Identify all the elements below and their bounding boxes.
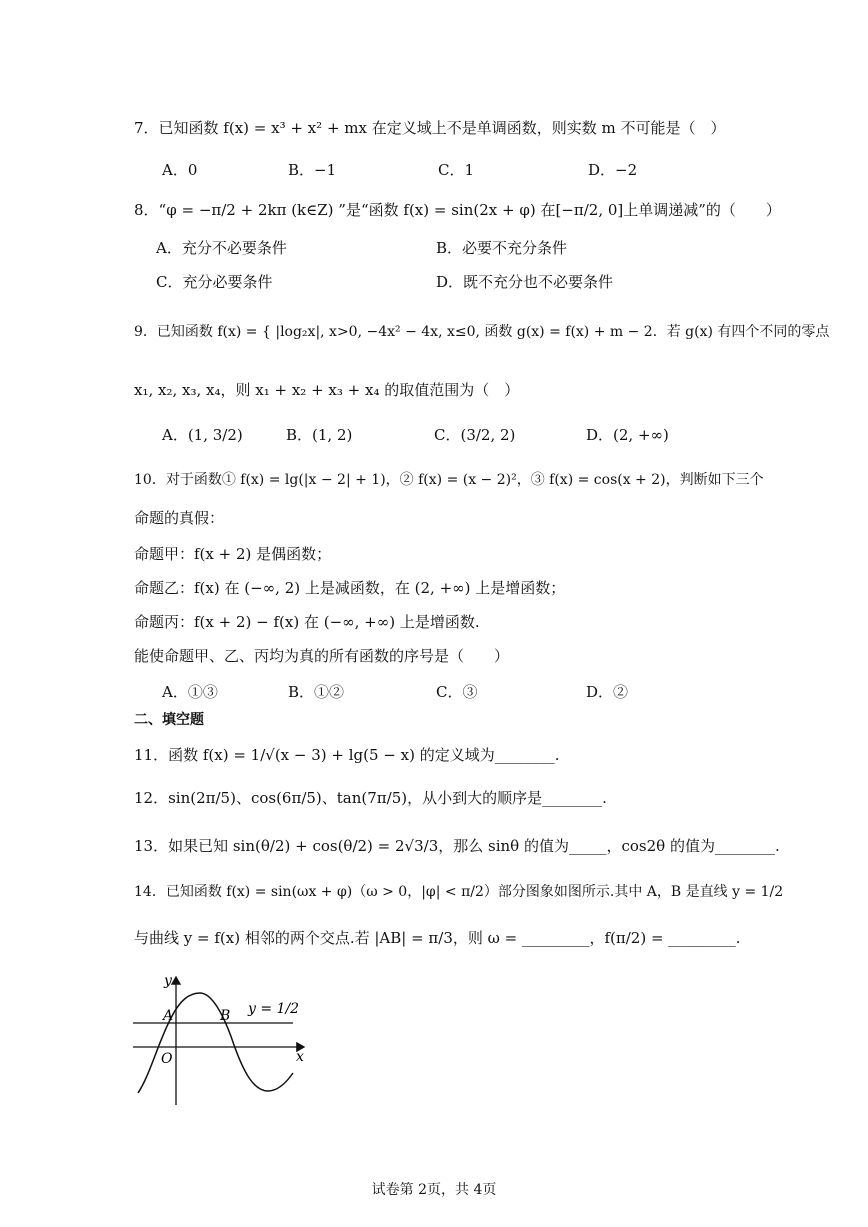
q9-option-c: C．(3/2, 2)	[434, 426, 516, 444]
q9-stem-line1: 9．已知函数 f(x) = { |log₂x|, x>0, −4x² − 4x, x≤0, 函数 g(x) = f(x) + m − 2．若 g(x) 有四个不同的零点	[134, 324, 830, 340]
q14-stem-line1: 14．已知函数 f(x) = sin(ωx + φ)（ω > 0，|φ| < π/2）部分图象如图所示.其中 A，B 是直线 y = 1/2	[134, 884, 784, 900]
q14-stem-line2: 与曲线 y = f(x) 相邻的两个交点.若 |AB| = π/3，则 ω = _________，f(π/2) = _________.	[134, 929, 741, 947]
q10-proposition-3: 命题丙：f(x + 2) − f(x) 在 (−∞, +∞) 上是增函数.	[134, 613, 480, 631]
page-footer: 试卷第 2页，共 4页	[371, 1182, 497, 1198]
q10-option-c: C．③	[436, 683, 478, 701]
q10-proposition-1: 命题甲：f(x + 2) 是偶函数；	[134, 545, 332, 563]
q9-option-a: A．(1, 3/2)	[162, 426, 243, 444]
section-title-fill-in: 二、填空题	[134, 712, 204, 728]
origin-label: O	[161, 1051, 173, 1067]
q10-option-b: B．①②	[288, 683, 345, 701]
q10-proposition-2: 命题乙：f(x) 在 (−∞, 2) 上是减函数，在 (2, +∞) 上是增函数；	[134, 579, 566, 597]
q9-option-d: D．(2, +∞)	[586, 426, 669, 444]
q8-option-a: A．充分不必要条件	[156, 239, 287, 257]
q8-stem: 8．“φ = −π/2 + 2kπ (k∈Z) ”是“函数 f(x) = sin(2x + φ) 在[−π/2, 0]上单调递减”的（ ）	[134, 201, 781, 219]
q8-option-d: D．既不充分也不必要条件	[436, 273, 614, 291]
y-axis-label: y	[164, 973, 172, 989]
q13-stem: 13．如果已知 sin(θ/2) + cos(θ/2) = 2√3/3，那么 sinθ 的值为_____，cos2θ 的值为________.	[134, 837, 780, 855]
q9-stem-line2: x₁, x₂, x₃, x₄，则 x₁ + x₂ + x₃ + x₄ 的取值范围为（ ）	[134, 381, 520, 399]
q7-option-a: A．0	[162, 161, 198, 179]
q10-option-d: D．②	[586, 683, 629, 701]
q11-stem: 11．函数 f(x) = 1/√(x − 3) + lg(5 − x) 的定义域为________.	[134, 746, 560, 764]
q8-option-c: C．充分必要条件	[156, 273, 273, 291]
q10-stem-line2: 命题的真假：	[134, 509, 225, 527]
q9-option-b: B．(1, 2)	[286, 426, 353, 444]
x-axis-label: x	[296, 1049, 304, 1065]
q10-stem-line1: 10．对于函数① f(x) = lg(|x − 2| + 1)，② f(x) = (x − 2)²，③ f(x) = cos(x + 2)，判断如下三个	[134, 472, 764, 488]
q7-option-b: B．−1	[288, 161, 337, 179]
q7-option-d: D．−2	[588, 161, 638, 179]
q7-option-c: C．1	[438, 161, 475, 179]
q10-option-a: A．①③	[162, 683, 218, 701]
half-line-label: y = 1/2	[248, 1001, 300, 1017]
q7-stem: 7．已知函数 f(x) = x³ + x² + mx 在定义域上不是单调函数，则实数 m 不可能是（ ）	[134, 119, 726, 137]
point-a-label: A	[163, 1008, 174, 1024]
point-b-label: B	[220, 1008, 231, 1024]
q10-question: 能使命题甲、乙、丙均为真的所有函数的序号是（ ）	[134, 647, 510, 665]
sine-graph-svg	[128, 965, 318, 1110]
q8-option-b: B．必要不充分条件	[436, 239, 568, 257]
q12-stem: 12．sin(2π/5)、cos(6π/5)、tan(7π/5)，从小到大的顺序是________.	[134, 789, 607, 807]
sine-graph-figure	[128, 965, 318, 1110]
